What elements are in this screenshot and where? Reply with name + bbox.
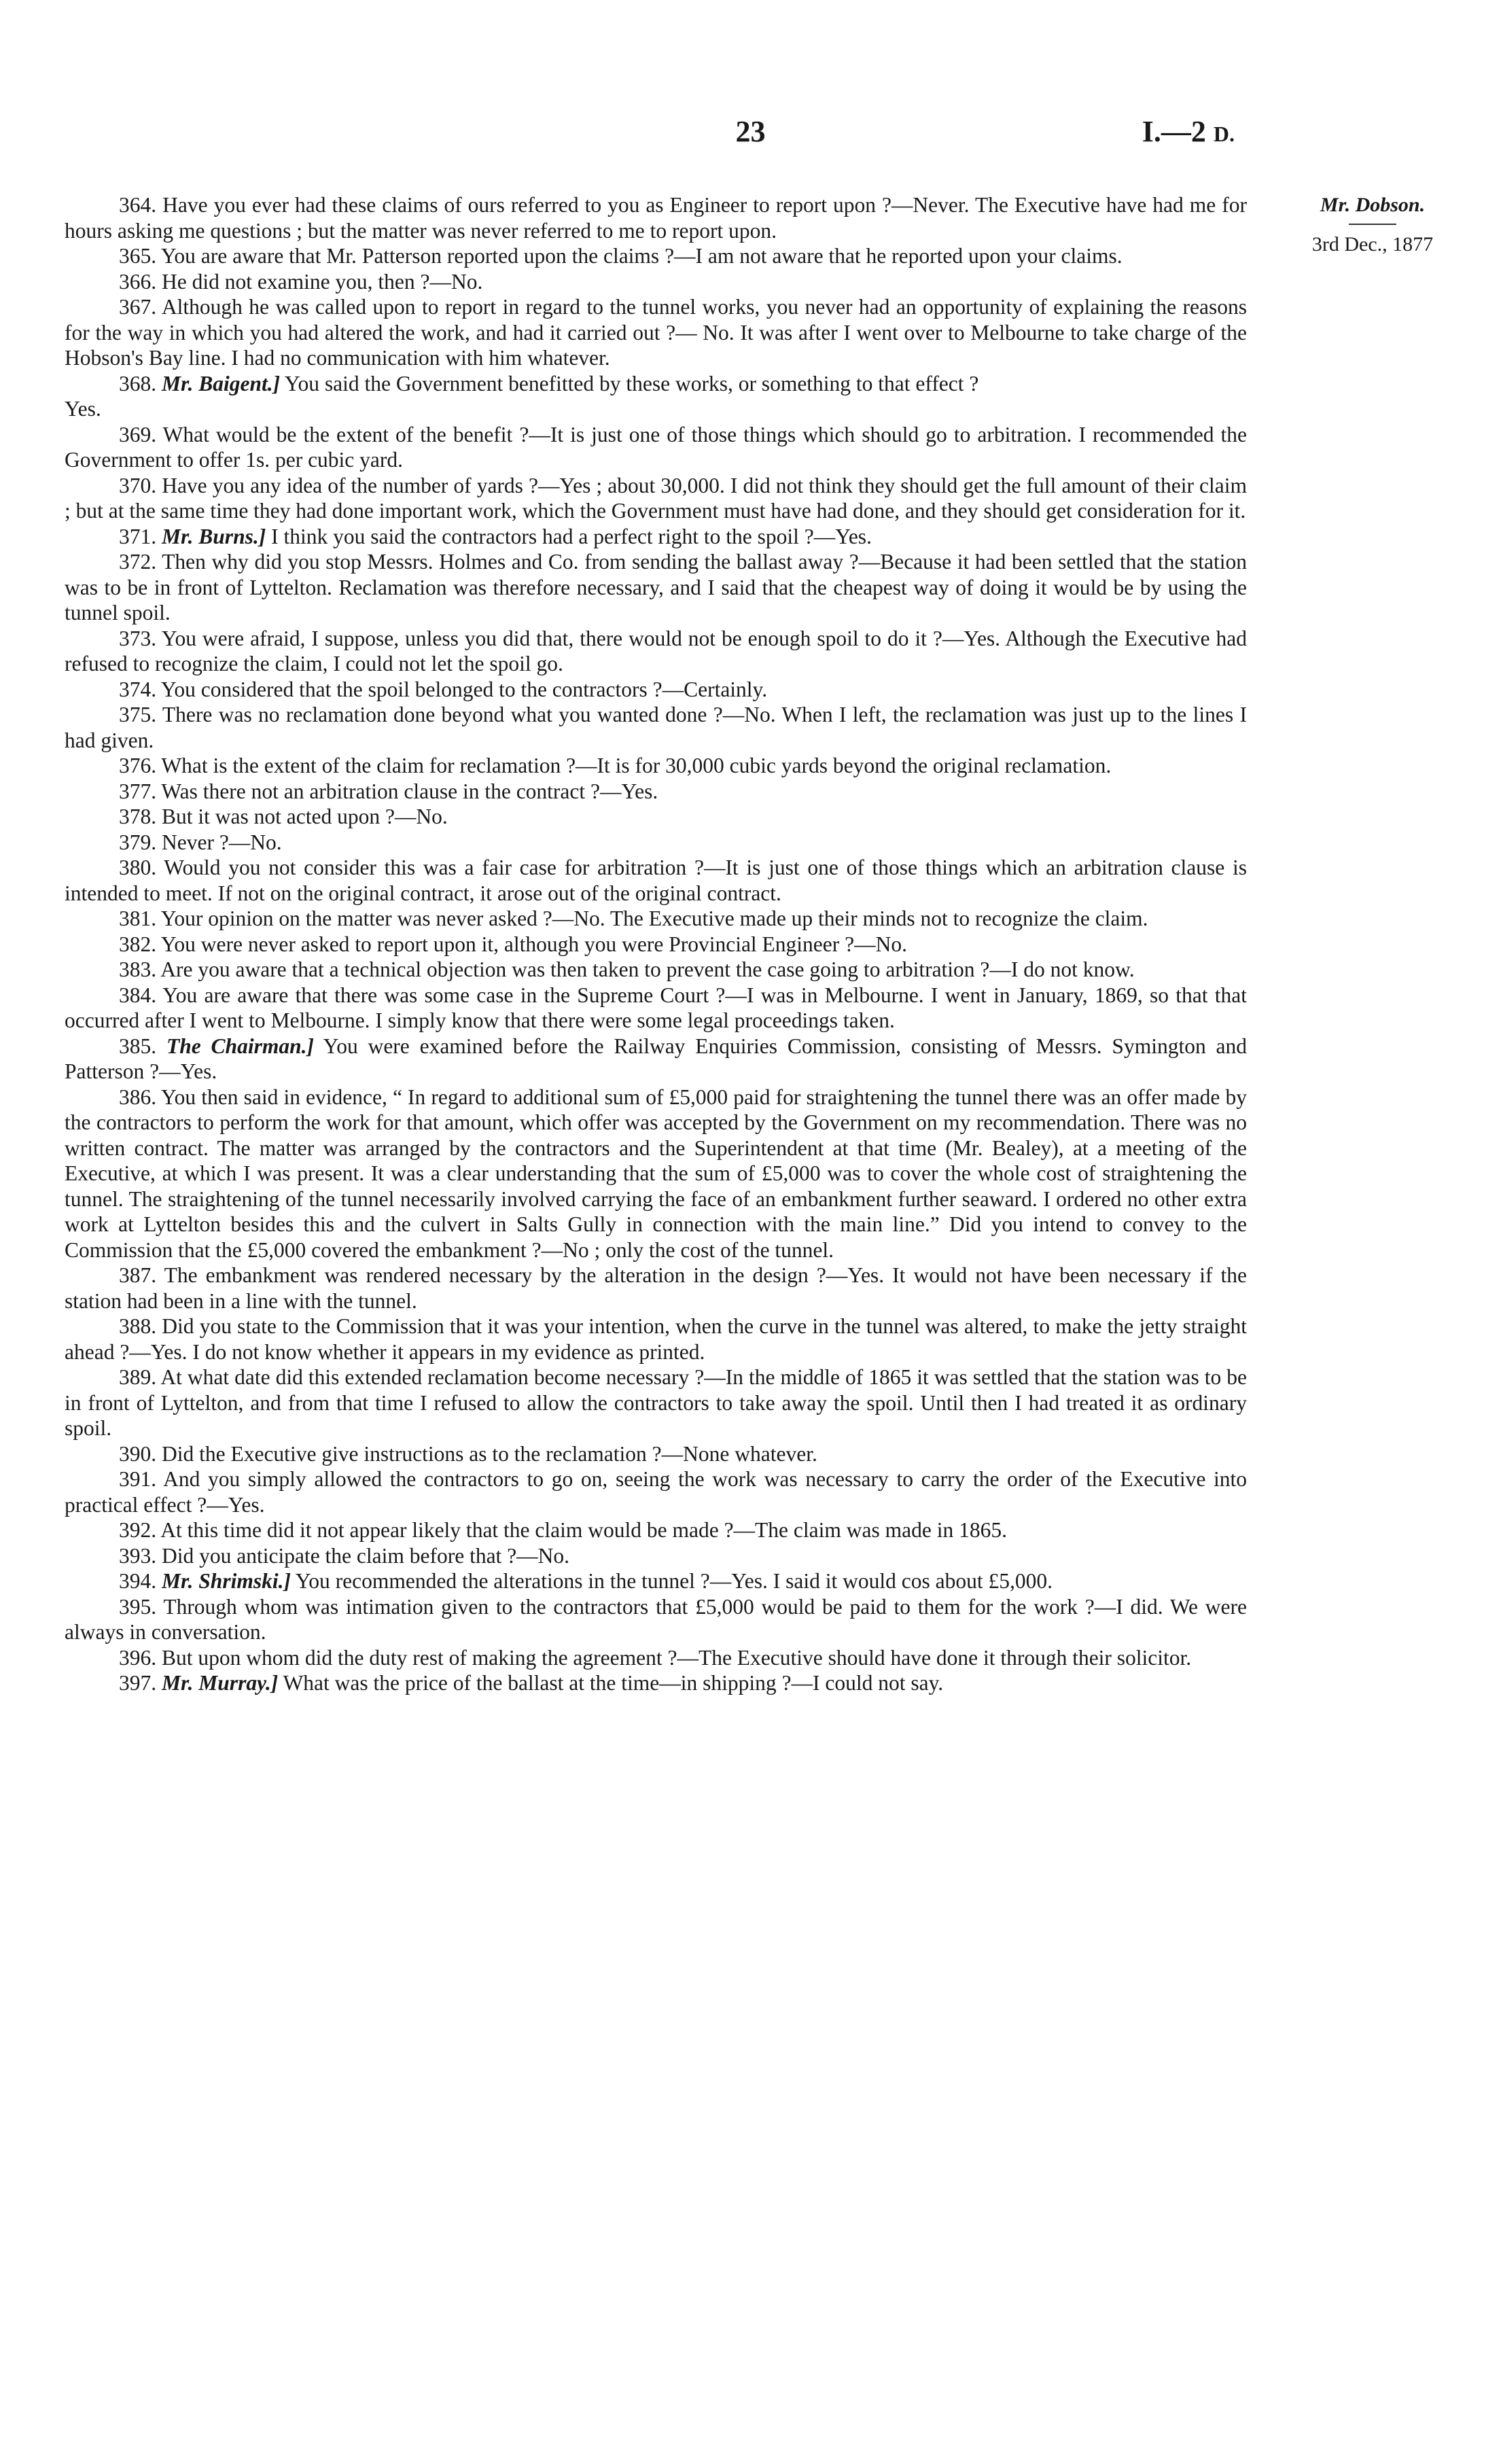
evidence-paragraph: [65, 753, 1247, 779]
margin-note: [1277, 194, 1468, 256]
paragraph-text: 382. You were never asked to report upon it, although you were Provincial Engineer ?—No.: [119, 932, 907, 956]
question-number: 397.: [119, 1671, 162, 1695]
paragraph-text: 375. There was no reclamation done beyond what you wanted done ?—No. When I left, the reclamation was just up to the lines I had given.: [65, 703, 1247, 752]
paragraph-text: 366. He did not examine you, then ?—No.: [119, 269, 483, 294]
evidence-paragraph: [65, 1263, 1247, 1314]
evidence-text: [65, 192, 1247, 1696]
evidence-paragraph: [65, 779, 1247, 805]
evidence-paragraph: [65, 1568, 1247, 1594]
paragraph-text: 379. Never ?—No.: [119, 830, 282, 854]
evidence-paragraph: [65, 855, 1247, 906]
paper-reference-main: I.—2: [1142, 115, 1206, 148]
paragraph-text: 386. You then said in evidence, “ In regard to additional sum of £5,000 paid for straightening the tunnel there was an offer made by the contractors to perform the work for that amount, which offer was accepted by the Government on my recommendation. There was no written contract. The matter was arranged by the contractors and the Superintendent at that time (Mr. Bealey), at a meeting of the Executive, at which I was present. It was a clear understanding that the sum of £5,000 was to cover the whole cost of straightening the tunnel. The straightening of the tunnel necessarily involved carrying the face of an embankment further seaward. I ordered no other extra work at Lyttelton besides this and the culvert in Salts Gully in connection with the main line.” Did you intend to convey to the Commission that the £5,000 covered the embankment ?—No ; only the cost of the tunnel.: [65, 1085, 1247, 1262]
evidence-paragraph: [65, 983, 1247, 1034]
paragraph-text: 380. Would you not consider this was a fair case for arbitration ?—It is just one of those things which an arbitration clause is intended to meet. If not on the original contract, it arose out of the original contract.: [65, 856, 1247, 905]
paragraph-text: 391. And you simply allowed the contractors to go on, seeing the work was necessary to carry the order of the Executive into practical effect ?—Yes.: [65, 1467, 1247, 1517]
paragraph-text: 374. You considered that the spoil belonged to the contractors ?—Certainly.: [119, 677, 768, 701]
evidence-paragraph: [65, 957, 1247, 983]
paragraph-text: 390. Did the Executive give instructions as to the reclamation ?—None whatever.: [119, 1441, 817, 1466]
evidence-paragraph: [65, 269, 1247, 295]
paragraph-text: 367. Although he was called upon to report in regard to the tunnel works, you never had an opportunity of explaining the reasons for the way in which you had altered the work, and had it carried out ?— No. It was after I went over to Melbourne to take charge of the Hobson's Bay line. I had no communication with him whatever.: [65, 295, 1247, 370]
paragraph-text: You said the Government benefitted by these works, or something to that effect ?: [284, 371, 979, 395]
evidence-paragraph: [65, 396, 1247, 422]
evidence-paragraph: [65, 1645, 1247, 1671]
evidence-paragraph: [65, 1517, 1247, 1543]
evidence-paragraph: [65, 804, 1247, 830]
witness-name: Mr. Dobson.: [1320, 194, 1426, 216]
evidence-paragraph: [65, 830, 1247, 856]
evidence-date: 3rd Dec., 1877: [1311, 233, 1434, 256]
paragraph-text: 384. You are aware that there was some case in the Supreme Court ?—I was in Melbourne. I went in January, 1869, so that that occurred after I went to Melbourne. I simply know that there were some legal proceedings taken.: [65, 983, 1247, 1032]
evidence-paragraph: [65, 1034, 1247, 1085]
speaker-name: The Chairman.]: [166, 1034, 314, 1058]
question-number: 368.: [119, 371, 162, 395]
speaker-name: Mr. Baigent.]: [162, 371, 281, 395]
evidence-paragraph: [65, 677, 1247, 703]
evidence-paragraph: [65, 1594, 1247, 1645]
paragraph-text: Yes.: [65, 397, 101, 421]
margin-rule: [1349, 224, 1396, 225]
evidence-paragraph: [65, 422, 1247, 473]
evidence-paragraph: [65, 549, 1247, 626]
evidence-paragraph: [65, 906, 1247, 932]
paragraph-text: 365. You are aware that Mr. Patterson reported upon the claims ?—I am not aware that he reported upon your claims.: [119, 244, 1123, 268]
paragraph-text: 392. At this time did it not appear likely that the claim would be made ?—The claim was made in 1865.: [119, 1518, 1007, 1542]
paper-reference: [1142, 114, 1235, 149]
evidence-paragraph: [65, 1543, 1247, 1569]
evidence-paragraph: [65, 1085, 1247, 1263]
paragraph-text: 381. Your opinion on the matter was never asked ?—No. The Executive made up their minds not to recognize the claim.: [119, 907, 1148, 930]
evidence-paragraph: [65, 192, 1247, 243]
paragraph-text: 377. Was there not an arbitration clause in the contract ?—Yes.: [119, 779, 658, 803]
question-number: 394.: [119, 1569, 162, 1593]
evidence-paragraph: [65, 524, 1247, 550]
paragraph-text: 396. But upon whom did the duty rest of making the agreement ?—The Executive should have done it through their solicitor.: [119, 1645, 1192, 1670]
paragraph-text: I think you said the contractors had a perfect right to the spoil ?—Yes.: [271, 524, 872, 548]
paragraph-text: 370. Have you any idea of the number of yards ?—Yes ; about 30,000. I did not think they should get the full amount of their claim ; but at the same time they had done important work, which the Government must have had done, and they should get consideration for it.: [65, 473, 1247, 523]
evidence-paragraph: [65, 473, 1247, 524]
paragraph-text: What was the price of the ballast at the time—in shipping ?—I could not say.: [283, 1671, 944, 1695]
paragraph-text: 364. Have you ever had these claims of ours referred to you as Engineer to report upon ?—Never. The Executive have had me for hours asking me questions ; but the matter was never referred to me to report upon.: [65, 193, 1247, 243]
evidence-paragraph: [65, 1466, 1247, 1517]
evidence-paragraph: [65, 1670, 1247, 1696]
paragraph-text: You recommended the alterations in the tunnel ?—Yes. I said it would cos about £5,000.: [295, 1569, 1053, 1593]
evidence-paragraph: [65, 243, 1247, 269]
question-number: 385.: [119, 1034, 166, 1058]
evidence-paragraph: [65, 932, 1247, 957]
evidence-paragraph: [65, 371, 1247, 397]
evidence-paragraph: [65, 294, 1247, 371]
question-number: 371.: [119, 524, 162, 548]
paragraph-text: 388. Did you state to the Commission that it was your intention, when the curve in the tunnel was altered, to make the jetty straight ahead ?—Yes. I do not know whether it appears in my evidence as printed.: [65, 1314, 1247, 1364]
evidence-paragraph: [65, 1441, 1247, 1467]
paragraph-text: 383. Are you aware that a technical objection was then taken to prevent the case going to arbitration ?—I do not know.: [119, 957, 1135, 981]
paragraph-text: 393. Did you anticipate the claim before that ?—No.: [119, 1543, 570, 1568]
paragraph-text: 372. Then why did you stop Messrs. Holmes and Co. from sending the ballast away ?—Because it had been settled that the station was to be in front of Lyttelton. Reclamation was therefore necessary, and I said that the cheapest way of doing it would be by using the tunnel spoil.: [65, 550, 1247, 624]
paper-reference-suffix: D.: [1213, 122, 1235, 146]
evidence-paragraph: [65, 626, 1247, 677]
paragraph-text: 389. At what date did this extended reclamation become necessary ?—In the middle of 1865 it was settled that the station was to be in front of Lyttelton, and from that time I refused to allow the contractors to take away the spoil. Until then I had treated it as ordinary spoil.: [65, 1365, 1247, 1440]
paragraph-text: 378. But it was not acted upon ?—No.: [119, 805, 448, 828]
speaker-name: Mr. Shrimski.]: [162, 1569, 291, 1593]
speaker-name: Mr. Burns.]: [162, 524, 266, 548]
speaker-name: Mr. Murray.]: [162, 1671, 279, 1695]
paragraph-text: 387. The embankment was rendered necessary by the alteration in the design ?—Yes. It would not have been necessary if the station had been in a line with the tunnel.: [65, 1263, 1247, 1313]
evidence-paragraph: [65, 1314, 1247, 1365]
paragraph-text: 395. Through whom was intimation given to the contractors that £5,000 would be paid to them for the work ?—I did. We were always in conversation.: [65, 1594, 1247, 1644]
paragraph-text: You were examined before the Railway Enquiries Commission, consisting of Messrs. Symington and Patterson ?—Yes.: [65, 1034, 1248, 1083]
evidence-paragraph: [65, 1365, 1247, 1441]
paragraph-text: 376. What is the extent of the claim for reclamation ?—It is for 30,000 cubic yards beyond the original reclamation.: [119, 754, 1112, 777]
page-number: 23: [735, 115, 766, 148]
paragraph-text: 373. You were afraid, I suppose, unless you did that, there would not be enough spoil to do it ?—Yes. Although the Executive had refused to recognize the claim, I could not let the spoil go.: [65, 626, 1247, 675]
paragraph-text: 369. What would be the extent of the benefit ?—It is just one of those things which should go to arbitration. I recommended the Government to offer 1s. per cubic yard.: [65, 422, 1247, 472]
evidence-paragraph: [65, 702, 1247, 753]
